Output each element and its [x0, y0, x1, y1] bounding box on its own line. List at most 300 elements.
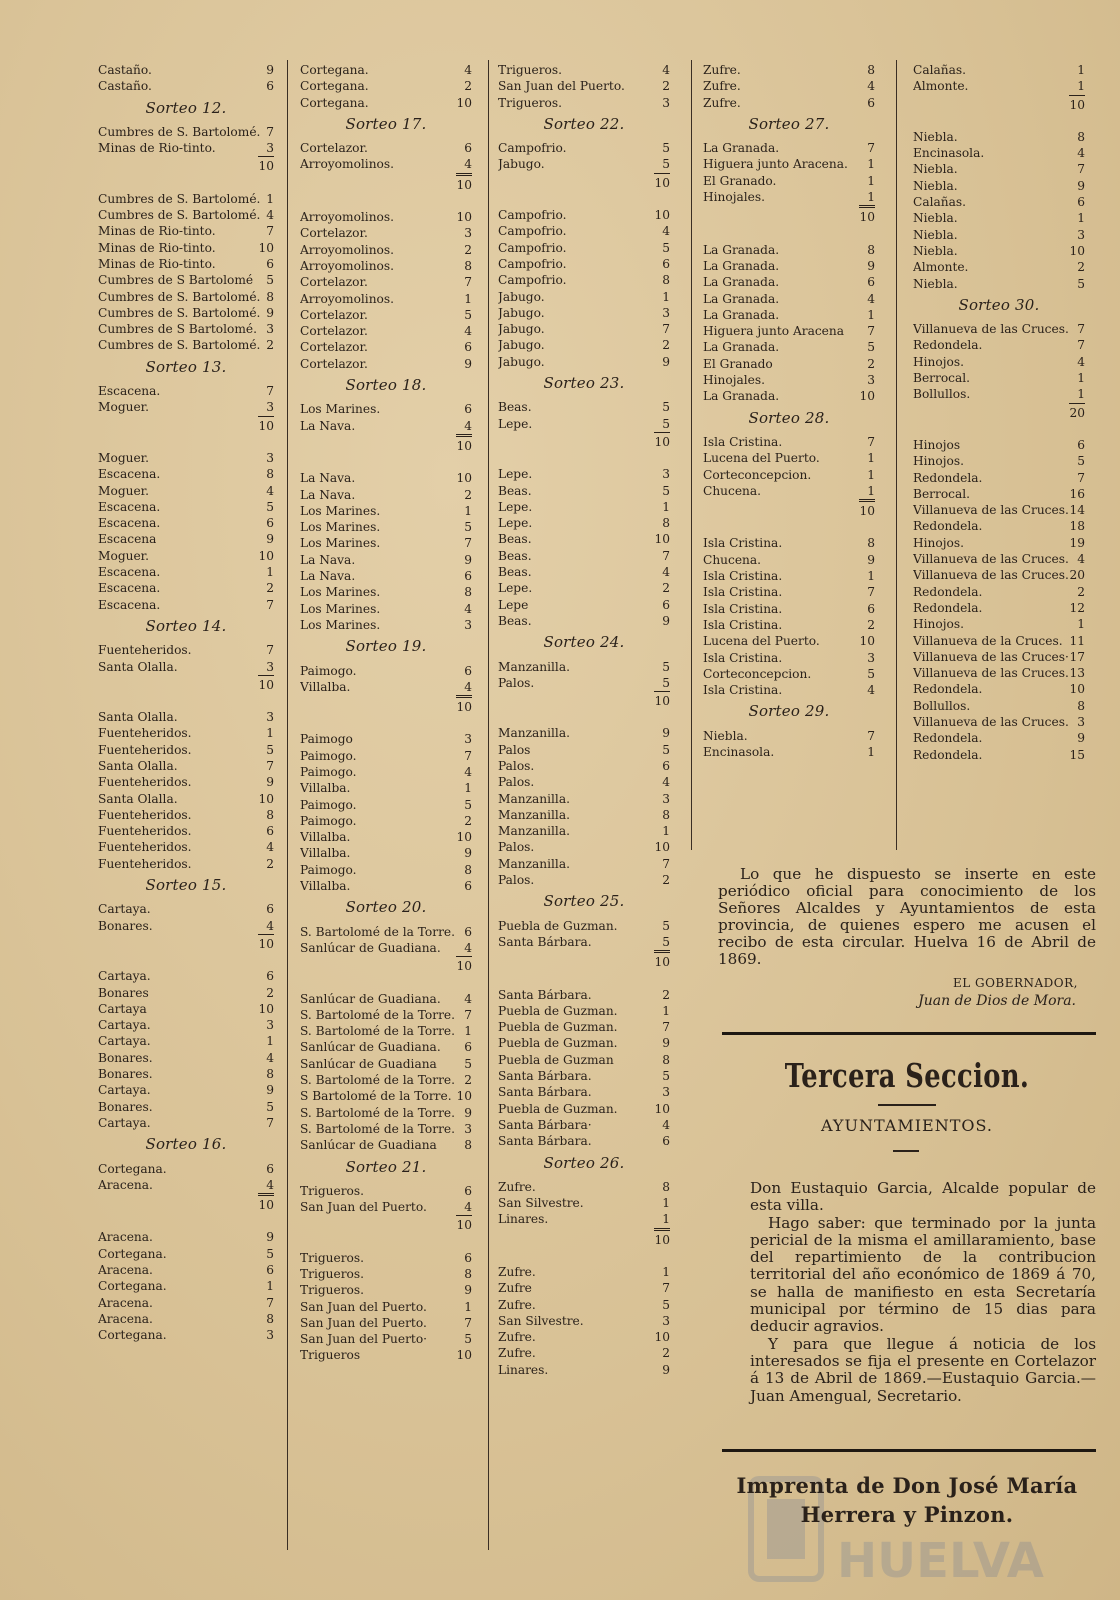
allotment-count: 2 [662, 1346, 670, 1361]
allotment-row [498, 1035, 670, 1051]
allotment-count: 4 [464, 679, 472, 694]
sorteo-total [498, 950, 670, 970]
spacer [498, 971, 670, 987]
allotment-row [703, 744, 875, 760]
allotment-row [300, 991, 472, 1007]
total-value: 10 [654, 691, 670, 709]
municipality-name: La Granada. [703, 389, 780, 404]
allotment-row [498, 1362, 670, 1378]
municipality-name: Zufre. [498, 1179, 536, 1194]
allotment-row [498, 580, 670, 596]
municipality-name: Puebla de Guzman. [498, 1036, 618, 1051]
allotment-count: 1 [1077, 63, 1085, 77]
allotment-row [300, 1121, 472, 1137]
allotment-row [498, 564, 670, 580]
allotment-count: 7 [464, 1315, 472, 1330]
allotment-count: 5 [266, 1099, 274, 1114]
allotment-row [913, 747, 1085, 763]
municipality-name: Escacena. [98, 499, 161, 514]
municipality-name: Cartaya. [98, 969, 151, 984]
allotment-row [703, 95, 875, 111]
allotment-count: 2 [266, 856, 274, 871]
municipality-name: Sanlúcar de Guadiana [300, 1056, 437, 1071]
allotment-count: 1 [662, 499, 670, 514]
allotment-count: 5 [662, 659, 670, 674]
allotment-row [300, 156, 472, 172]
municipality-name: Sanlúcar de Guadiana. [300, 991, 441, 1006]
municipality-name: Palos [498, 742, 531, 757]
allotment-row [498, 934, 670, 950]
allotment-row [498, 675, 670, 691]
allotment-row [913, 178, 1085, 194]
allotment-row [703, 274, 875, 290]
allotment-row [703, 434, 875, 450]
municipality-name: Cumbres de S Bartolomé. [98, 322, 257, 337]
allotment-row [703, 483, 875, 499]
municipality-name: Isla Cristina. [703, 585, 783, 600]
allotment-row [300, 780, 472, 796]
allotment-row [300, 291, 472, 307]
allotment-count: 8 [464, 862, 472, 877]
allotment-count: 5 [464, 1332, 472, 1347]
municipality-name: Cortegana. [300, 79, 369, 94]
municipality-name: S. Bartolomé de la Torre. [300, 924, 456, 939]
municipality-name: Isla Cristina. [703, 683, 783, 698]
municipality-name: Cumbres de S. Bartolomé. [98, 289, 261, 304]
municipality-name: Linares. [498, 1212, 549, 1227]
allotment-row [913, 649, 1085, 665]
allotment-row [913, 243, 1085, 259]
sorteo-heading: Sorteo 29. [748, 702, 830, 721]
allotment-count: 3 [662, 791, 670, 806]
municipality-name: Santa Bárbara. [498, 1069, 592, 1084]
column-rule [287, 60, 288, 1550]
allotment-row [98, 399, 274, 415]
municipality-name: Hinojales. [703, 190, 765, 205]
total-value: 10 [1069, 95, 1085, 113]
allotment-row [98, 968, 274, 984]
allotment-row [98, 1262, 274, 1278]
municipality-name: Cortelazor. [300, 324, 368, 339]
municipality-name: Jabugo. [498, 354, 545, 369]
allotment-count: 13 [1069, 666, 1085, 681]
allotment-count: 5 [266, 1246, 274, 1261]
allotment-row [498, 918, 670, 934]
allotment-row [498, 1195, 670, 1211]
allotment-row [498, 774, 670, 790]
municipality-name: Escacena. [98, 516, 161, 531]
allotment-row [498, 1313, 670, 1329]
allotment-count: 6 [1077, 195, 1085, 210]
allotment-row [98, 124, 274, 140]
municipality-name: Redondela. [913, 682, 983, 697]
allotment-count: 5 [464, 307, 472, 322]
municipality-name: Paimogo. [300, 813, 357, 828]
allotment-count: 1 [1077, 79, 1085, 94]
allotment-count: 1 [1077, 617, 1085, 632]
municipality-name: Berrocal. [913, 371, 971, 386]
allotment-count: 1 [464, 503, 472, 518]
allotment-row [300, 845, 472, 861]
allotment-row [703, 258, 875, 274]
municipality-name: Fuenteheridos. [98, 643, 192, 658]
municipality-name: Arroyomolinos. [300, 242, 395, 257]
municipality-name: Zufre. [498, 1330, 536, 1345]
municipality-name: Moguer. [98, 450, 150, 465]
allotment-row [498, 1297, 670, 1313]
allotment-count: 4 [1077, 146, 1085, 161]
allotment-row [98, 774, 274, 790]
allotment-row [498, 1211, 670, 1227]
allotment-row [98, 499, 274, 515]
allotment-count: 9 [266, 305, 274, 320]
municipality-name: Villalba. [300, 679, 351, 694]
municipality-name: Palos. [498, 775, 535, 790]
allotment-row [913, 129, 1085, 145]
sorteo-total [498, 173, 670, 191]
municipality-name: Campofrio. [498, 141, 567, 156]
sorteo-heading: Sorteo 26. [543, 1153, 625, 1172]
allotment-count: 1 [867, 569, 875, 584]
allotment-count: 10 [456, 1089, 472, 1104]
allotment-count: 1 [266, 1034, 274, 1049]
municipality-name: La Nava. [300, 569, 356, 584]
allotment-count: 1 [867, 451, 875, 466]
allotment-row [498, 499, 670, 515]
allotment-row [300, 535, 472, 551]
lottery-column-2 [300, 62, 472, 1364]
sorteo-total [98, 1193, 274, 1213]
allotment-row [913, 518, 1085, 534]
allotment-count: 6 [464, 141, 472, 156]
allotment-count: 10 [1069, 682, 1085, 697]
allotment-row [98, 1311, 274, 1327]
municipality-name: Manzanilla. [498, 791, 570, 806]
allotment-count: 9 [464, 356, 472, 371]
municipality-name: Los Marines. [300, 503, 381, 518]
allotment-count: 5 [662, 918, 670, 933]
municipality-name: Minas de Rio-tinto. [98, 240, 216, 255]
allotment-count: 9 [266, 63, 274, 77]
allotment-count: 7 [1077, 322, 1085, 337]
municipality-name: Sanlúcar de Guadiana [300, 1138, 437, 1153]
allotment-row [913, 551, 1085, 567]
allotment-row [703, 291, 875, 307]
allotment-count: 3 [266, 450, 274, 465]
allotment-count: 1 [662, 289, 670, 304]
allotment-count: 18 [1069, 519, 1085, 534]
municipality-name: Aracena. [98, 1295, 153, 1310]
allotment-row [300, 552, 472, 568]
total-value: 10 [456, 956, 472, 974]
municipality-name: Sanlúcar de Guadiana. [300, 940, 441, 955]
allotment-count: 3 [266, 1328, 274, 1343]
sorteo-heading: Sorteo 27. [748, 114, 830, 133]
allotment-row [300, 1088, 472, 1104]
municipality-name: Villanueva de las Cruces· [913, 649, 1069, 664]
allotment-count: 5 [464, 797, 472, 812]
allotment-count: 1 [867, 483, 875, 498]
allotment-count: 10 [1069, 243, 1085, 258]
municipality-name: Trigueros. [498, 95, 563, 110]
allotment-count: 2 [266, 985, 274, 1000]
allotment-row [498, 1101, 670, 1117]
allotment-count: 7 [662, 548, 670, 563]
allotment-count: 3 [867, 373, 875, 388]
allotment-row [98, 483, 274, 499]
allotment-count: 5 [1077, 276, 1085, 291]
municipality-name: Corteconcepcion. [703, 467, 812, 482]
allotment-count: 10 [859, 634, 875, 649]
municipality-name: Arroyomolinos. [300, 258, 395, 273]
allotment-count: 4 [266, 918, 274, 933]
municipality-name: Jabugo. [498, 157, 545, 172]
municipality-name: Jabugo. [498, 289, 545, 304]
allotment-row [300, 78, 472, 94]
allotment-row [703, 682, 875, 698]
allotment-count: 4 [867, 79, 875, 94]
allotment-count: 7 [867, 324, 875, 339]
allotment-row [300, 1266, 472, 1282]
allotment-count: 6 [662, 758, 670, 773]
allotment-count: 2 [464, 1073, 472, 1088]
municipality-name: Redondela. [913, 519, 983, 534]
allotment-row [913, 681, 1085, 697]
allotment-count: 2 [1077, 260, 1085, 275]
allotment-count: 1 [266, 1279, 274, 1294]
allotment-row [300, 1056, 472, 1072]
ayuntamiento-notice [750, 1180, 1096, 1405]
municipality-name: Moguer. [98, 483, 150, 498]
municipality-name: Trigueros. [300, 1250, 365, 1265]
allotment-row [703, 140, 875, 156]
allotment-count: 4 [266, 208, 274, 223]
allotment-row [300, 1199, 472, 1215]
municipality-name: Beas. [498, 532, 532, 547]
municipality-name: Cumbres de S. Bartolomé. [98, 124, 261, 139]
municipality-name: Almonte. [913, 79, 969, 94]
allotment-row [98, 985, 274, 1001]
municipality-name: S. Bartolomé de la Torre. [300, 1121, 456, 1136]
allotment-count: 6 [464, 340, 472, 355]
allotment-row [98, 450, 274, 466]
allotment-row [498, 839, 670, 855]
allotment-row [98, 466, 274, 482]
municipality-name: Aracena. [98, 1263, 153, 1277]
allotment-row [98, 515, 274, 531]
municipality-name: Chucena. [703, 483, 762, 498]
sorteo-total [300, 956, 472, 974]
allotment-count: 16 [1069, 486, 1085, 501]
allotment-row [98, 1082, 274, 1098]
allotment-count: 11 [1069, 633, 1085, 648]
allotment-row [300, 1105, 472, 1121]
allotment-row [703, 173, 875, 189]
municipality-name: Cortelazor. [300, 356, 368, 371]
allotment-row [300, 274, 472, 290]
municipality-name: Palos. [498, 873, 535, 888]
notice-paragraph-2: Hago saber: que terminado por la junta pericial de la misma el amillaramiento, base del repartimiento de la contribucion territorial del año económico de 1869 á 70, se halla de manifiesto en esta Secretaría municipal por término de 15 dias para deducir agravios. [750, 1213, 1096, 1336]
municipality-name: Bonares. [98, 1050, 153, 1065]
allotment-count: 9 [464, 552, 472, 567]
allotment-row [300, 601, 472, 617]
allotment-row [98, 564, 274, 580]
sorteo-heading: Sorteo 21. [345, 1157, 427, 1176]
allotment-row [98, 839, 274, 855]
allotment-count: 1 [1077, 371, 1085, 386]
allotment-row [300, 401, 472, 417]
allotment-count: 7 [1077, 338, 1085, 353]
allotment-row [913, 276, 1085, 292]
allotment-count: 1 [464, 1299, 472, 1314]
allotment-count: 1 [867, 467, 875, 482]
allotment-row [913, 194, 1085, 210]
allotment-count: 10 [456, 471, 472, 486]
allotment-row [300, 764, 472, 780]
municipality-name: La Nava. [300, 471, 356, 486]
municipality-name: Isla Cristina. [703, 569, 783, 584]
allotment-row [703, 356, 875, 372]
municipality-name: Zufre. [498, 1346, 536, 1361]
allotment-row [913, 321, 1085, 337]
allotment-row [498, 223, 670, 239]
allotment-row [300, 797, 472, 813]
municipality-name: Fuenteheridos. [98, 807, 192, 822]
allotment-row [98, 1115, 274, 1131]
allotment-count: 2 [662, 581, 670, 596]
municipality-name: Niebla. [913, 178, 958, 193]
allotment-row [913, 161, 1085, 177]
allotment-row [703, 584, 875, 600]
allotment-count: 4 [266, 483, 274, 498]
municipality-name: Paimogo. [300, 764, 357, 779]
allotment-row [98, 918, 274, 934]
municipality-name: Bollullos. [913, 387, 971, 402]
allotment-count: 9 [662, 354, 670, 369]
allotment-count: 8 [867, 242, 875, 257]
municipality-name: Niebla. [913, 243, 958, 258]
allotment-row [498, 515, 670, 531]
sorteo-heading: Sorteo 30. [958, 295, 1040, 314]
allotment-count: 3 [867, 650, 875, 665]
allotment-count: 8 [464, 1267, 472, 1281]
allotment-count: 8 [464, 585, 472, 600]
allotment-row [498, 872, 670, 888]
allotment-row [498, 1117, 670, 1133]
municipality-name: San Juan del Puerto. [498, 79, 625, 94]
allotment-row [913, 453, 1085, 469]
municipality-name: Jabugo. [498, 322, 545, 337]
allotment-row [498, 548, 670, 564]
total-value: 10 [456, 1215, 472, 1233]
municipality-name: Villanueva de las Cruces. [913, 666, 1069, 681]
allotment-row [703, 339, 875, 355]
allotment-row [498, 62, 670, 78]
allotment-count: 6 [266, 824, 274, 839]
allotment-count: 7 [1077, 162, 1085, 177]
allotment-row [98, 383, 274, 399]
allotment-row [913, 227, 1085, 243]
municipality-name: El Granado. [703, 173, 777, 188]
municipality-name: Redondela. [913, 584, 983, 599]
sorteo-total [498, 432, 670, 450]
municipality-name: Higuera junto Aracena [703, 324, 844, 339]
total-value: 10 [258, 1193, 274, 1213]
allotment-count: 4 [464, 418, 472, 433]
allotment-count: 8 [464, 1138, 472, 1153]
allotment-row [98, 321, 274, 337]
allotment-row [300, 140, 472, 156]
allotment-row [913, 486, 1085, 502]
allotment-count: 3 [662, 1313, 670, 1328]
allotment-count: 6 [662, 597, 670, 612]
municipality-name: Moguer. [98, 548, 150, 563]
allotment-count: 6 [464, 1040, 472, 1055]
municipality-name: Zufre. [703, 95, 741, 110]
allotment-count: 1 [266, 565, 274, 580]
municipality-name: Villanueva de las Cruces. [913, 714, 1069, 729]
total-value: 10 [859, 205, 875, 225]
spacer [300, 193, 472, 209]
allotment-count: 10 [258, 240, 274, 255]
sorteo-heading: Sorteo 14. [145, 616, 227, 635]
total-value: 10 [654, 432, 670, 450]
municipality-name: Encinasola. [913, 146, 985, 161]
allotment-row [98, 1246, 274, 1262]
notice-paragraph-1: Don Eustaquio Garcia, Alcalde popular de esta villa. [750, 1179, 1096, 1215]
allotment-row [98, 642, 274, 658]
allotment-count: 1 [662, 1196, 670, 1211]
municipality-name: Hinojos. [913, 535, 964, 550]
allotment-row [300, 418, 472, 434]
allotment-count: 10 [258, 791, 274, 806]
allotment-row [913, 62, 1085, 78]
allotment-row [98, 140, 274, 156]
municipality-name: San Juan del Puerto. [300, 1315, 427, 1330]
allotment-count: 9 [266, 1083, 274, 1098]
municipality-name: Fuenteheridos. [98, 824, 192, 839]
allotment-row [300, 1072, 472, 1088]
municipality-name: Cortelazor. [300, 340, 368, 355]
allotment-row [300, 1183, 472, 1199]
municipality-name: Bonares. [98, 1099, 153, 1114]
municipality-name: San Juan del Puerto. [300, 1299, 427, 1314]
allotment-count: 3 [266, 1018, 274, 1033]
allotment-count: 4 [464, 63, 472, 77]
allotment-row [98, 78, 274, 94]
allotment-count: 2 [464, 79, 472, 94]
municipality-name: Zufre. [498, 1265, 536, 1279]
allotment-count: 8 [662, 273, 670, 288]
allotment-count: 9 [662, 1362, 670, 1377]
allotment-row [300, 519, 472, 535]
allotment-row [498, 416, 670, 432]
sorteo-heading: Sorteo 23. [543, 374, 625, 393]
allotment-row [98, 272, 274, 288]
lottery-column-3 [498, 62, 670, 1378]
allotment-count: 8 [662, 1052, 670, 1067]
municipality-name: Jabugo. [498, 338, 545, 353]
municipality-name: Niebla. [913, 227, 958, 242]
allotment-count: 2 [266, 338, 274, 353]
spacer [98, 1213, 274, 1229]
allotment-row [498, 1133, 670, 1149]
allotment-row [498, 987, 670, 1003]
municipality-name: Escacena. [98, 467, 161, 482]
total-value: 10 [859, 499, 875, 519]
sorteo-total [498, 1228, 670, 1248]
allotment-count: 10 [654, 208, 670, 223]
